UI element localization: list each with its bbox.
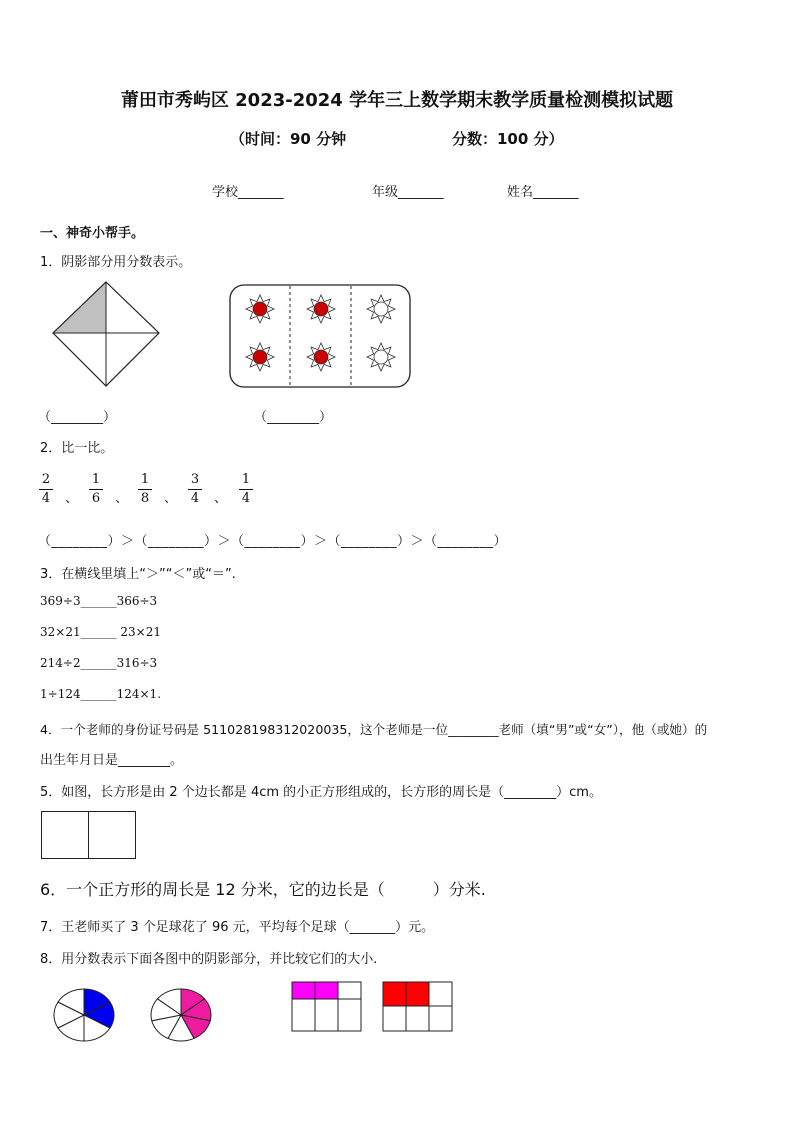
- fraction-denominator: 4: [190, 491, 200, 506]
- fraction-numerator: 1: [241, 472, 251, 487]
- q3-item-2[interactable]: 32×21______ 23×21: [40, 625, 162, 639]
- time-label: （时间：90 分钟: [230, 130, 347, 148]
- fraction-numerator: 2: [41, 472, 51, 487]
- fraction-denominator: 8: [140, 491, 150, 506]
- fraction-3: [135, 472, 155, 507]
- white-sun-icon: [367, 343, 395, 371]
- q3-item-4[interactable]: 1÷124______124×1.: [40, 687, 162, 701]
- rectangle-two-squares: [41, 811, 137, 861]
- question-5: 5．如图，长方形是由 2 个边长都是 4cm 的小正方形组成的，长方形的周长是（________）cm。: [40, 785, 602, 800]
- question-3: 3．在横线里填上“＞”“＜”或“＝”.: [40, 567, 236, 582]
- question-8: 8．用分数表示下面各图中的阴影部分，并比较它们的大小.: [40, 952, 378, 967]
- section-title: 一、神奇小帮手。: [40, 226, 145, 241]
- fraction-2: [86, 472, 106, 507]
- grade-field[interactable]: 年级_______: [372, 185, 444, 200]
- question-4-line-1: 4．一个老师的身份证号码是 511028198312020035，这个老师是一位________老师（填“男”或“女”），他（或她）的: [40, 722, 708, 737]
- red-sun-icon: [307, 343, 335, 371]
- sun-box-figure: [229, 284, 411, 388]
- magenta-pie-figure: [149, 986, 213, 1044]
- question-2: 2．比一比。: [40, 441, 114, 456]
- fraction-numerator: 1: [140, 472, 150, 487]
- fraction-denominator: 4: [41, 491, 51, 506]
- question-7: 7．王老师买了 3 个足球花了 96 元，平均每个足球（_______）元。: [40, 920, 435, 935]
- white-sun-icon: [367, 295, 395, 323]
- fraction-4: [185, 472, 205, 507]
- fraction-denominator: 4: [241, 491, 251, 506]
- diamond-figure: [52, 281, 160, 387]
- red-sun-icon: [307, 295, 335, 323]
- q1-answer-b[interactable]: （________）: [254, 410, 333, 425]
- q3-item-1[interactable]: 369÷3______366÷3: [40, 594, 158, 608]
- page-title: 莆田市秀屿区 2023-2024 学年三上数学期末教学质量检测模拟试题: [120, 90, 674, 111]
- fraction-5: [236, 472, 256, 507]
- red-sun-icon: [246, 295, 274, 323]
- fraction-denominator: 6: [91, 491, 101, 506]
- compare-answer-line[interactable]: （________）＞（________）＞（________）＞（________）＞（________）: [38, 534, 508, 549]
- question-1: 1．阴影部分用分数表示。: [40, 255, 192, 270]
- fraction-1: [36, 472, 56, 507]
- score-label: 分数：100 分）: [452, 130, 564, 148]
- red-grid-figure: [382, 981, 454, 1033]
- name-field[interactable]: 姓名_______: [507, 185, 579, 200]
- magenta-grid-figure: [291, 981, 363, 1033]
- red-sun-icon: [246, 343, 274, 371]
- separator: 、: [65, 491, 79, 506]
- blue-pie-figure: [52, 986, 116, 1044]
- separator: 、: [115, 491, 129, 506]
- q1-answer-a[interactable]: （________）: [38, 410, 117, 425]
- q3-item-3[interactable]: 214÷2______316÷3: [40, 656, 158, 670]
- school-field[interactable]: 学校_______: [212, 185, 284, 200]
- separator: 、: [214, 491, 228, 506]
- separator: 、: [164, 491, 178, 506]
- question-4-line-2: 出生年月日是________。: [40, 753, 184, 768]
- fraction-numerator: 3: [190, 472, 200, 487]
- fraction-numerator: 1: [91, 472, 101, 487]
- question-6: 6．一个正方形的周长是 12 分米，它的边长是（ ）分米.: [40, 880, 486, 899]
